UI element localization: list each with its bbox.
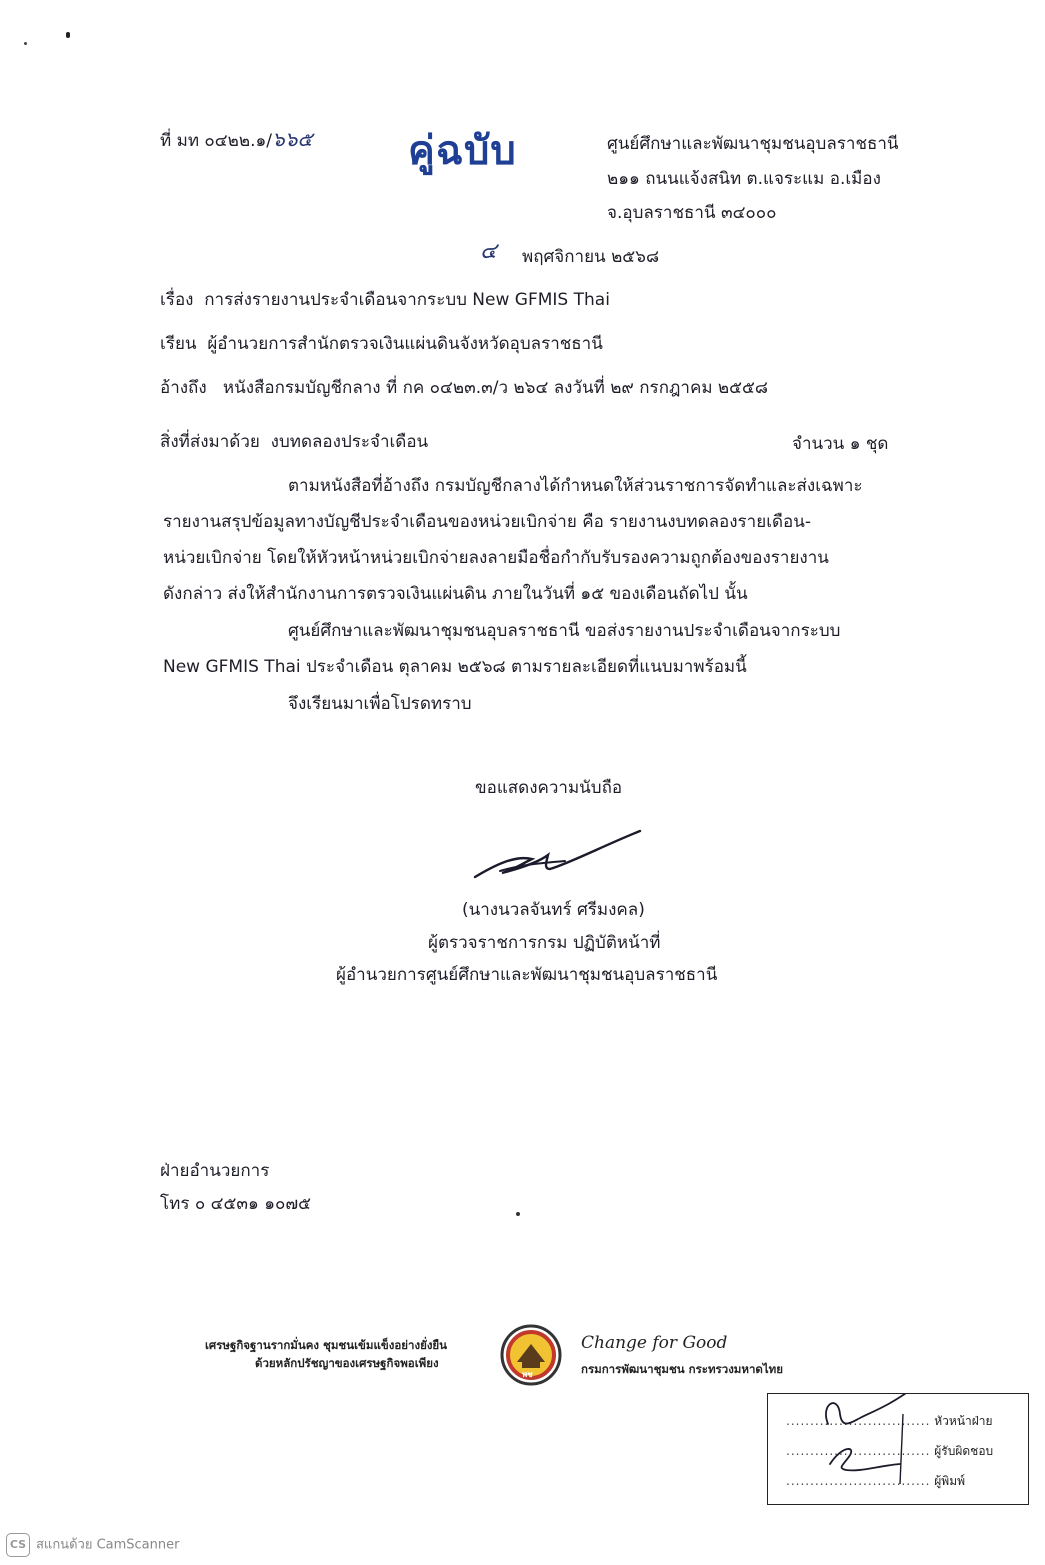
contact-phone: โทร ๐ ๔๕๓๑ ๑๐๗๕ bbox=[160, 1194, 312, 1214]
paragraph-2-line-1: ศูนย์ศึกษาและพัฒนาชุมชนอุบลราชธานี ขอส่งรายงานประจำเดือนจากระบบ bbox=[288, 621, 841, 641]
footer-motto-2: ด้วยหลักปรัชญาของเศรษฐกิจพอเพียง bbox=[255, 1356, 439, 1370]
subject-label: เรื่อง bbox=[160, 290, 194, 310]
approval-row-3: .............................. ผู้พิมพ์ bbox=[786, 1474, 966, 1488]
contact-department: ฝ่ายอำนวยการ bbox=[160, 1161, 270, 1181]
closing-request: จึงเรียนมาเพื่อโปรดทราบ bbox=[288, 694, 472, 714]
footer-ministry: กรมการพัฒนาชุมชน กระทรวงมหาดไทย bbox=[581, 1362, 783, 1376]
scan-speck bbox=[516, 1212, 520, 1216]
camscanner-watermark bbox=[0, 1533, 179, 1557]
cdd-logo bbox=[500, 1324, 562, 1386]
enclosure-quantity: จำนวน ๑ ชุด bbox=[792, 434, 889, 454]
date-month-year: พฤศจิกายน ๒๕๖๘ bbox=[522, 247, 660, 267]
enclosure-text: งบทดลองประจำเดือน bbox=[270, 432, 429, 452]
salutation: ขอแสดงความนับถือ bbox=[475, 778, 623, 798]
scan-speck bbox=[24, 42, 27, 45]
enclosure-line bbox=[160, 431, 428, 453]
recipient-line bbox=[160, 333, 603, 355]
approval-row-label: หัวหน้าฝ่าย bbox=[934, 1414, 993, 1428]
approval-box bbox=[767, 1393, 1029, 1505]
enclosure-label: สิ่งที่ส่งมาด้วย bbox=[160, 432, 260, 452]
signer-position-1: ผู้ตรวจราชการกรม ปฏิบัติหน้าที่ bbox=[428, 933, 661, 953]
paragraph-1-line-2: รายงานสรุปข้อมูลทางบัญชีประจำเดือนของหน่วยเบิกจ่าย คือ รายงานงบทดลองรายเดือน- bbox=[163, 512, 812, 532]
subject-line bbox=[160, 289, 610, 311]
signer-name: (นางนวลจันทร์ ศรีมงคล) bbox=[462, 900, 645, 920]
reference-text: หนังสือกรมบัญชีกลาง ที่ กค ๐๔๒๓.๓/ว ๒๖๔ ลงวันที่ ๒๙ กรกฎาคม ๒๕๕๘ bbox=[222, 378, 768, 398]
subject-text: การส่งรายงานประจำเดือนจากระบบ New GFMIS Thai bbox=[204, 290, 610, 310]
org-address-line-1: ๒๑๑ ถนนแจ้งสนิท ต.แจระแม อ.เมือง bbox=[607, 169, 881, 189]
reference-prefix: ที่ มท ๐๔๒๒.๑/ bbox=[160, 131, 273, 151]
org-address-line-2: จ.อุบลราชธานี ๓๔๐๐๐ bbox=[607, 203, 777, 223]
recipient-text: ผู้อำนวยการสำนักตรวจเงินแผ่นดินจังหวัดอุบลราชธานี bbox=[207, 334, 603, 354]
paragraph-1-line-1: ตามหนังสือที่อ้างถึง กรมบัญชีกลางได้กำหนดให้ส่วนราชการจัดทำและส่งเฉพาะ bbox=[288, 476, 863, 496]
reference-label: อ้างถึง bbox=[160, 378, 207, 398]
signature bbox=[470, 825, 650, 885]
footer-slogan: Change for Good bbox=[581, 1333, 728, 1353]
copy-stamp: คู่ฉบับ bbox=[408, 128, 517, 174]
approval-row-label: ผู้รับผิดชอบ bbox=[934, 1444, 994, 1458]
scan-speck bbox=[66, 32, 70, 38]
paragraph-2-line-2: New GFMIS Thai ประจำเดือน ตุลาคม ๒๕๖๘ ตามรายละเอียดที่แนบมาพร้อมนี้ bbox=[163, 657, 747, 677]
date-day-handwritten: ๔ bbox=[480, 239, 497, 264]
paragraph-1-line-3: หน่วยเบิกจ่าย โดยให้หัวหน้าหน่วยเบิกจ่ายลงลายมือชื่อกำกับรับรองความถูกต้องของรายงาน bbox=[163, 548, 829, 568]
reference-line bbox=[160, 377, 768, 399]
approval-row-1: .............................. หัวหน้าฝ่าย bbox=[786, 1414, 993, 1428]
paragraph-1-line-4: ดังกล่าว ส่งให้สำนักงานการตรวจเงินแผ่นดิน ภายในวันที่ ๑๕ ของเดือนถัดไป นั้น bbox=[163, 584, 748, 604]
cdd-logo-text: พช bbox=[522, 1370, 533, 1379]
handwritten-reference: ๖๖๕ bbox=[272, 127, 313, 151]
camscanner-text: สแกนด้วย CamScanner bbox=[36, 1537, 180, 1553]
org-name: ศูนย์ศึกษาและพัฒนาชุมชนอุบลราชธานี bbox=[607, 134, 899, 154]
approval-row-label: ผู้พิมพ์ bbox=[934, 1474, 966, 1488]
signer-position-2: ผู้อำนวยการศูนย์ศึกษาและพัฒนาชุมชนอุบลราชธานี bbox=[336, 965, 718, 985]
approval-row-2: .............................. ผู้รับผิดชอบ bbox=[786, 1444, 994, 1458]
recipient-label: เรียน bbox=[160, 334, 197, 354]
footer-motto-1: เศรษฐกิจฐานรากมั่นคง ชุมชนเข้มแข็งอย่างยั่งยืน bbox=[205, 1338, 448, 1352]
initials-scribble bbox=[768, 1394, 1028, 1504]
reference-number bbox=[160, 128, 313, 152]
camscanner-logo: CS bbox=[6, 1533, 30, 1557]
